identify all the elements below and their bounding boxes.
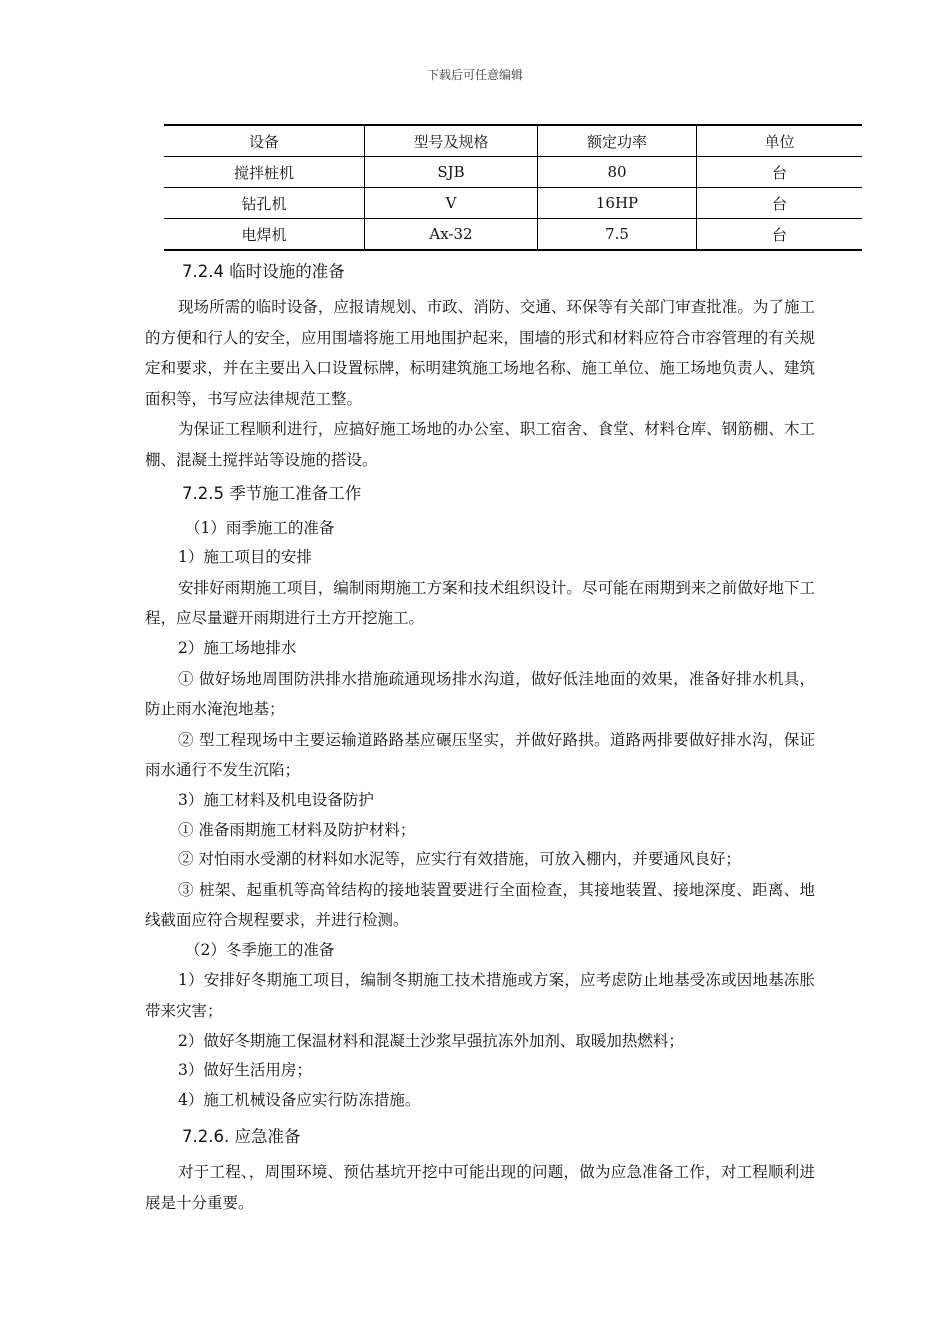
column-header: 型号及规格 [365,125,538,157]
table-cell: SJB [365,157,538,188]
table-row [164,188,862,219]
paragraph: ① 做好场地周围防洪排水措施疏通现场排水沟道，做好低洼地面的效果，准备好排水机具，防止雨水淹泡地基； [145,669,815,719]
equipment-table [164,124,862,251]
page-header: 下载后可任意编辑 [426,68,523,82]
paragraph: ③ 桩架、起重机等高耸结构的接地装置要进行全面检查，其接地装置、接地深度、距离、地线截面应符合规程要求，并进行检测。 [145,880,815,930]
table-header-row [164,125,862,157]
section-heading: 7.2.5 季节施工准备工作 [182,483,362,503]
section-heading: 7.2.6. 应急准备 [182,1127,301,1147]
list-item: ① 准备雨期施工材料及防护材料； [178,820,416,839]
table-cell: 80 [538,157,697,188]
table-row [164,157,862,188]
paragraph: 为保证工程顺利进行，应搞好施工场地的办公室、职工宿舍、食堂、材料仓库、钢筋棚、木工棚、混凝土搅拌站等设施的搭设。 [145,420,815,469]
table-cell: 电焊机 [164,219,365,251]
table-cell: 搅拌桩机 [164,157,365,188]
section-heading: 7.2.4 临时设施的准备 [182,262,345,281]
list-item: 2）施工场地排水 [178,638,297,657]
paragraph: 对于工程、，周围环境、预估基坑开挖中可能出现的问题，做为应急准备工作，对工程顺利进展是十分重要。 [145,1163,815,1213]
column-header: 额定功率 [538,125,697,157]
document-body [145,256,815,1219]
paragraph: 安排好雨期施工项目，编制雨期施工方案和技术组织设计。尽可能在雨期到来之前做好地下工程，应尽量避开雨期进行土方开挖施工。 [145,578,815,628]
list-item: 4）施工机械设备应实行防冻措施。 [178,1090,421,1109]
table-cell: 钻孔机 [164,188,365,219]
list-item: 2）做好冬期施工保温材料和混凝土沙浆早强抗冻外加剂、取暖加热燃料； [178,1031,684,1050]
paragraph: 现场所需的临时设备，应报请规划、市政、消防、交通、环保等有关部门审查批准。为了施工的方便和行人的安全，应用围墙将施工用地围护起来，围墙的形式和材料应符合市容管理的有关规定和要求，并在主要出入口设置标牌，标明建筑施工场地名称、施工单位、施工场地负责人、建筑面积等，书写应法律规范工整。 [145,298,815,408]
subsection-title: （2）冬季施工的准备 [185,940,335,959]
subsection-title: （1）雨季施工的准备 [185,518,335,537]
list-item: 1）施工项目的安排 [178,548,312,567]
table-cell: 16HP [538,188,697,219]
column-header: 设备 [164,125,365,157]
table-cell: Ax-32 [365,219,538,251]
table-cell: V [365,188,538,219]
paragraph: 1）安排好冬期施工项目，编制冬期施工技术措施或方案，应考虑防止地基受冻或因地基冻胀带来灾害； [145,971,815,1021]
table-cell: 台 [697,188,863,219]
column-header: 单位 [697,125,863,157]
list-item: 3）做好生活用房； [178,1061,312,1080]
table-cell: 台 [697,219,863,251]
table-cell: 台 [697,157,863,188]
paragraph: ② 型工程现场中主要运输道路路基应碾压坚实，并做好路拱。道路两排要做好排水沟，保证雨水通行不发生沉陷； [145,730,815,780]
list-item: ② 对怕雨水受潮的材料如水泥等，应实行有效措施，可放入棚内，并要通风良好； [178,850,741,869]
list-item: 3）施工材料及机电设备防护 [178,790,374,809]
table-row [164,219,862,251]
table-cell: 7.5 [538,219,697,251]
